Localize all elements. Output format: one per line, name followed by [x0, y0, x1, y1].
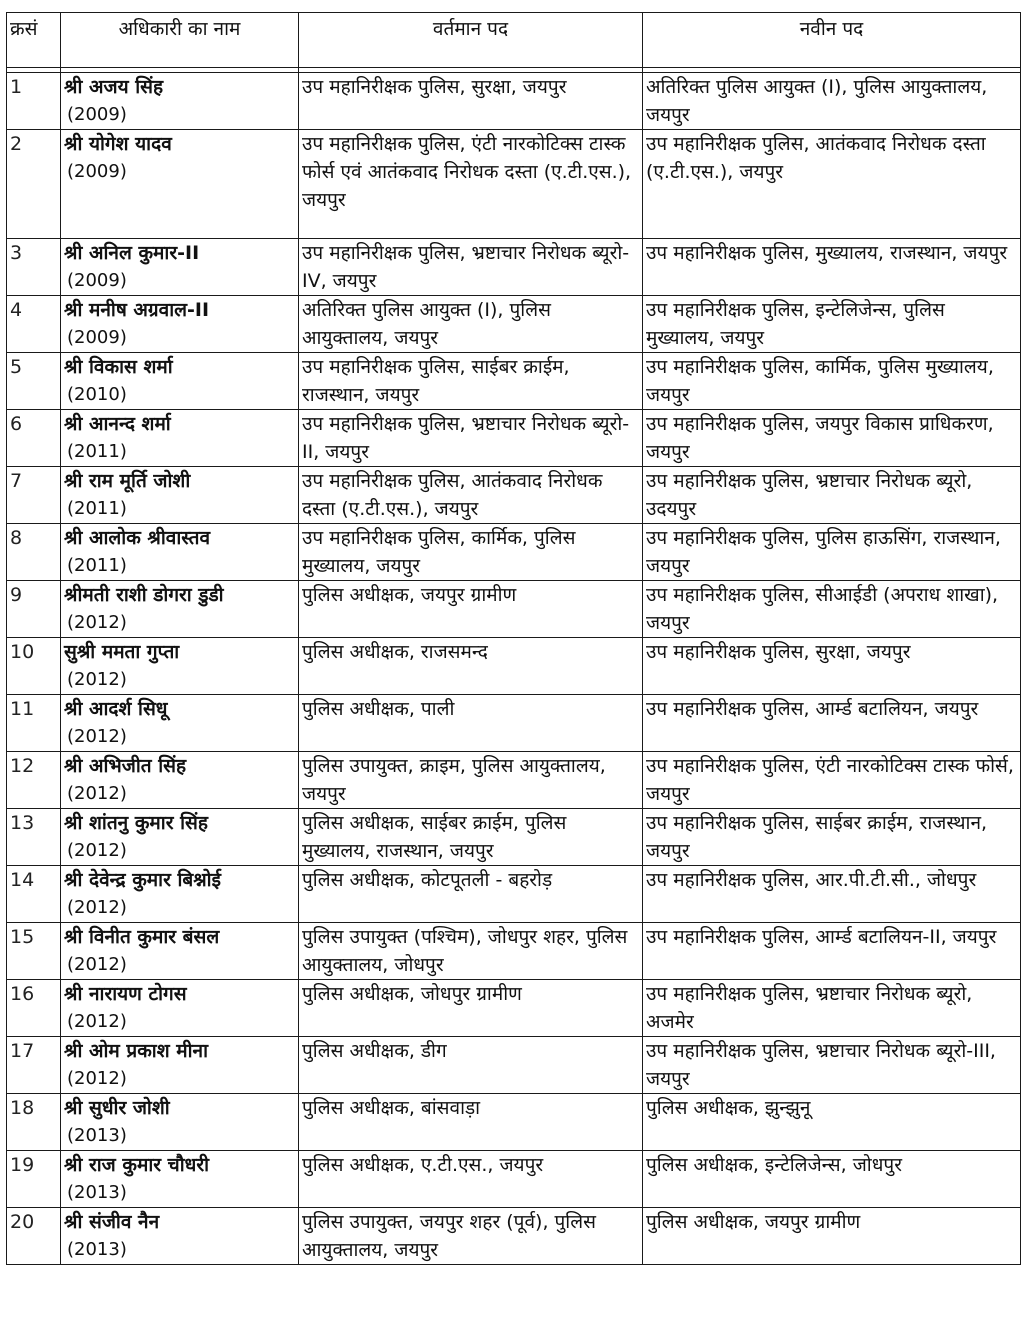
current-post: पुलिस उपायुक्त (पश्चिम), जोधपुर शहर, पुलिस आयुक्तालय, जोधपुर — [299, 923, 643, 980]
current-post: अतिरिक्त पुलिस आयुक्त (I), पुलिस आयुक्तालय, जयपुर — [299, 296, 643, 353]
officer-cell — [61, 752, 299, 809]
officer-batch-year: (2012) — [67, 783, 127, 804]
current-post: पुलिस अधीक्षक, जयपुर ग्रामीण — [299, 581, 643, 638]
officer-cell — [61, 1208, 299, 1265]
current-post: पुलिस अधीक्षक, राजसमन्द — [299, 638, 643, 695]
officer-batch-year: (2012) — [67, 612, 127, 633]
officer-name: श्रीमती राशी डोगरा डुडी — [64, 584, 224, 606]
officer-batch-year: (2009) — [67, 327, 127, 348]
officer-cell — [61, 130, 299, 239]
officer-name: श्री अनिल कुमार-II — [64, 242, 200, 264]
officer-name: श्री विनीत कुमार बंसल — [64, 926, 220, 948]
current-post: पुलिस अधीक्षक, जोधपुर ग्रामीण — [299, 980, 643, 1037]
new-post: उप महानिरीक्षक पुलिस, पुलिस हाऊसिंग, राजस्थान, जयपुर — [643, 524, 1021, 581]
officer-name: सुश्री ममता गुप्ता — [64, 641, 180, 663]
table-row — [7, 353, 1021, 410]
transfer-order-sheet — [6, 12, 1020, 1265]
current-post: पुलिस अधीक्षक, बांसवाड़ा — [299, 1094, 643, 1151]
table-row — [7, 866, 1021, 923]
current-post: उप महानिरीक्षक पुलिस, कार्मिक, पुलिस मुख्यालय, जयपुर — [299, 524, 643, 581]
officer-batch-year: (2013) — [67, 1239, 127, 1260]
officer-name: श्री संजीव नैन — [64, 1211, 160, 1233]
serial-number: 7 — [7, 467, 61, 524]
table-row — [7, 524, 1021, 581]
current-post: उप महानिरीक्षक पुलिस, सुरक्षा, जयपुर — [299, 73, 643, 130]
table-row — [7, 923, 1021, 980]
new-post: उप महानिरीक्षक पुलिस, आर्म्ड बटालियन, जयपुर — [643, 695, 1021, 752]
officer-batch-year: (2012) — [67, 669, 127, 690]
table-row — [7, 638, 1021, 695]
serial-number: 4 — [7, 296, 61, 353]
current-post: उप महानिरीक्षक पुलिस, आतंकवाद निरोधक दस्ता (ए.टी.एस.), जयपुर — [299, 467, 643, 524]
serial-number: 16 — [7, 980, 61, 1037]
header-officer-name: अधिकारी का नाम — [61, 13, 299, 68]
serial-number: 8 — [7, 524, 61, 581]
officer-cell — [61, 866, 299, 923]
officer-cell — [61, 638, 299, 695]
new-post: अतिरिक्त पुलिस आयुक्त (I), पुलिस आयुक्तालय, जयपुर — [643, 73, 1021, 130]
new-post: उप महानिरीक्षक पुलिस, सीआईडी (अपराध शाखा), जयपुर — [643, 581, 1021, 638]
serial-number: 12 — [7, 752, 61, 809]
table-row — [7, 73, 1021, 130]
officer-batch-year: (2009) — [67, 104, 127, 125]
header-current-post: वर्तमान पद — [299, 13, 643, 68]
serial-number: 11 — [7, 695, 61, 752]
new-post: उप महानिरीक्षक पुलिस, भ्रष्टाचार निरोधक ब्यूरो, अजमेर — [643, 980, 1021, 1037]
new-post: उप महानिरीक्षक पुलिस, आर.पी.टी.सी., जोधपुर — [643, 866, 1021, 923]
officer-batch-year: (2012) — [67, 840, 127, 861]
officer-name: श्री देवेन्द्र कुमार बिश्नोई — [64, 869, 221, 891]
officer-name: श्री योगेश यादव — [64, 133, 172, 155]
officer-cell — [61, 581, 299, 638]
current-post: उप महानिरीक्षक पुलिस, साईबर क्राईम, राजस्थान, जयपुर — [299, 353, 643, 410]
officer-name: श्री आलोक श्रीवास्तव — [64, 527, 211, 549]
officer-batch-year: (2009) — [67, 161, 127, 182]
officer-name: श्री अजय सिंह — [64, 76, 164, 98]
table-row — [7, 752, 1021, 809]
officer-name: श्री नारायण टोगस — [64, 983, 187, 1005]
current-post: पुलिस अधीक्षक, साईबर क्राईम, पुलिस मुख्यालय, राजस्थान, जयपुर — [299, 809, 643, 866]
table-row — [7, 695, 1021, 752]
new-post: उप महानिरीक्षक पुलिस, भ्रष्टाचार निरोधक ब्यूरो-III, जयपुर — [643, 1037, 1021, 1094]
officer-cell — [61, 695, 299, 752]
serial-number: 15 — [7, 923, 61, 980]
table-row — [7, 296, 1021, 353]
current-post: उप महानिरीक्षक पुलिस, भ्रष्टाचार निरोधक ब्यूरो-IV, जयपुर — [299, 239, 643, 296]
serial-number: 18 — [7, 1094, 61, 1151]
new-post: उप महानिरीक्षक पुलिस, इन्टेलिजेन्स, पुलिस मुख्यालय, जयपुर — [643, 296, 1021, 353]
officer-name: श्री आनन्द शर्मा — [64, 413, 171, 435]
header-serial-number: क्रसं — [7, 13, 61, 68]
header-row — [7, 13, 1021, 68]
serial-number: 10 — [7, 638, 61, 695]
officer-name: श्री आदर्श सिधू — [64, 698, 168, 720]
officer-name: श्री सुधीर जोशी — [64, 1097, 170, 1119]
officer-cell — [61, 296, 299, 353]
officer-cell — [61, 1151, 299, 1208]
new-post: उप महानिरीक्षक पुलिस, आतंकवाद निरोधक दस्ता (ए.टी.एस.), जयपुर — [643, 130, 1021, 239]
officer-batch-year: (2012) — [67, 1011, 127, 1032]
new-post: उप महानिरीक्षक पुलिस, मुख्यालय, राजस्थान, जयपुर — [643, 239, 1021, 296]
officer-cell — [61, 923, 299, 980]
new-post: उप महानिरीक्षक पुलिस, जयपुर विकास प्राधिकरण, जयपुर — [643, 410, 1021, 467]
table-row — [7, 581, 1021, 638]
officer-batch-year: (2012) — [67, 897, 127, 918]
table-row — [7, 809, 1021, 866]
officer-batch-year: (2011) — [67, 555, 127, 576]
serial-number: 2 — [7, 130, 61, 239]
table-row — [7, 1037, 1021, 1094]
current-post: उप महानिरीक्षक पुलिस, एंटी नारकोटिक्स टास्क फोर्स एवं आतंकवाद निरोधक दस्ता (ए.टी.एस.), जयपुर — [299, 130, 643, 239]
serial-number: 9 — [7, 581, 61, 638]
officer-name: श्री राम मूर्ति जोशी — [64, 470, 191, 492]
new-post: उप महानिरीक्षक पुलिस, साईबर क्राईम, राजस्थान, जयपुर — [643, 809, 1021, 866]
serial-number: 13 — [7, 809, 61, 866]
new-post: उप महानिरीक्षक पुलिस, आर्म्ड बटालियन-II, जयपुर — [643, 923, 1021, 980]
officer-cell — [61, 1094, 299, 1151]
table-row — [7, 130, 1021, 239]
current-post: पुलिस अधीक्षक, कोटपूतली - बहरोड़ — [299, 866, 643, 923]
officer-batch-year: (2012) — [67, 1068, 127, 1089]
officer-name: श्री ओम प्रकाश मीना — [64, 1040, 209, 1062]
officer-cell — [61, 467, 299, 524]
current-post: उप महानिरीक्षक पुलिस, भ्रष्टाचार निरोधक ब्यूरो-II, जयपुर — [299, 410, 643, 467]
serial-number: 19 — [7, 1151, 61, 1208]
serial-number: 6 — [7, 410, 61, 467]
serial-number: 1 — [7, 73, 61, 130]
table-row — [7, 1208, 1021, 1265]
officer-batch-year: (2013) — [67, 1182, 127, 1203]
serial-number: 3 — [7, 239, 61, 296]
table-row — [7, 1094, 1021, 1151]
current-post: पुलिस अधीक्षक, डीग — [299, 1037, 643, 1094]
officer-name: श्री विकास शर्मा — [64, 356, 173, 378]
serial-number: 17 — [7, 1037, 61, 1094]
new-post: पुलिस अधीक्षक, जयपुर ग्रामीण — [643, 1208, 1021, 1265]
serial-number: 20 — [7, 1208, 61, 1265]
officer-cell — [61, 809, 299, 866]
serial-number: 14 — [7, 866, 61, 923]
officer-batch-year: (2009) — [67, 270, 127, 291]
new-post: पुलिस अधीक्षक, इन्टेलिजेन्स, जोधपुर — [643, 1151, 1021, 1208]
officer-cell — [61, 980, 299, 1037]
officer-batch-year: (2011) — [67, 441, 127, 462]
officer-batch-year: (2012) — [67, 726, 127, 747]
current-post: पुलिस अधीक्षक, पाली — [299, 695, 643, 752]
transfer-table — [6, 12, 1021, 1265]
officer-cell — [61, 73, 299, 130]
current-post: पुलिस उपायुक्त, क्राइम, पुलिस आयुक्तालय, जयपुर — [299, 752, 643, 809]
table-row — [7, 410, 1021, 467]
new-post: उप महानिरीक्षक पुलिस, कार्मिक, पुलिस मुख्यालय, जयपुर — [643, 353, 1021, 410]
table-row — [7, 239, 1021, 296]
officer-name: श्री मनीष अग्रवाल-II — [64, 299, 210, 321]
new-post: उप महानिरीक्षक पुलिस, सुरक्षा, जयपुर — [643, 638, 1021, 695]
officer-batch-year: (2012) — [67, 954, 127, 975]
current-post: पुलिस उपायुक्त, जयपुर शहर (पूर्व), पुलिस आयुक्तालय, जयपुर — [299, 1208, 643, 1265]
new-post: पुलिस अधीक्षक, झुन्झुनू — [643, 1094, 1021, 1151]
new-post: उप महानिरीक्षक पुलिस, एंटी नारकोटिक्स टास्क फोर्स, जयपुर — [643, 752, 1021, 809]
officer-name: श्री राज कुमार चौधरी — [64, 1154, 210, 1176]
header-new-post: नवीन पद — [643, 13, 1021, 68]
table-row — [7, 980, 1021, 1037]
officer-cell — [61, 524, 299, 581]
officer-cell — [61, 410, 299, 467]
table-row — [7, 467, 1021, 524]
serial-number: 5 — [7, 353, 61, 410]
table-body — [7, 73, 1021, 1265]
officer-batch-year: (2010) — [67, 384, 127, 405]
officer-cell — [61, 353, 299, 410]
officer-name: श्री शांतनु कुमार सिंह — [64, 812, 208, 834]
officer-batch-year: (2013) — [67, 1125, 127, 1146]
officer-batch-year: (2011) — [67, 498, 127, 519]
officer-cell — [61, 1037, 299, 1094]
new-post: उप महानिरीक्षक पुलिस, भ्रष्टाचार निरोधक ब्यूरो, उदयपुर — [643, 467, 1021, 524]
officer-name: श्री अभिजीत सिंह — [64, 755, 187, 777]
current-post: पुलिस अधीक्षक, ए.टी.एस., जयपुर — [299, 1151, 643, 1208]
table-row — [7, 1151, 1021, 1208]
officer-cell — [61, 239, 299, 296]
